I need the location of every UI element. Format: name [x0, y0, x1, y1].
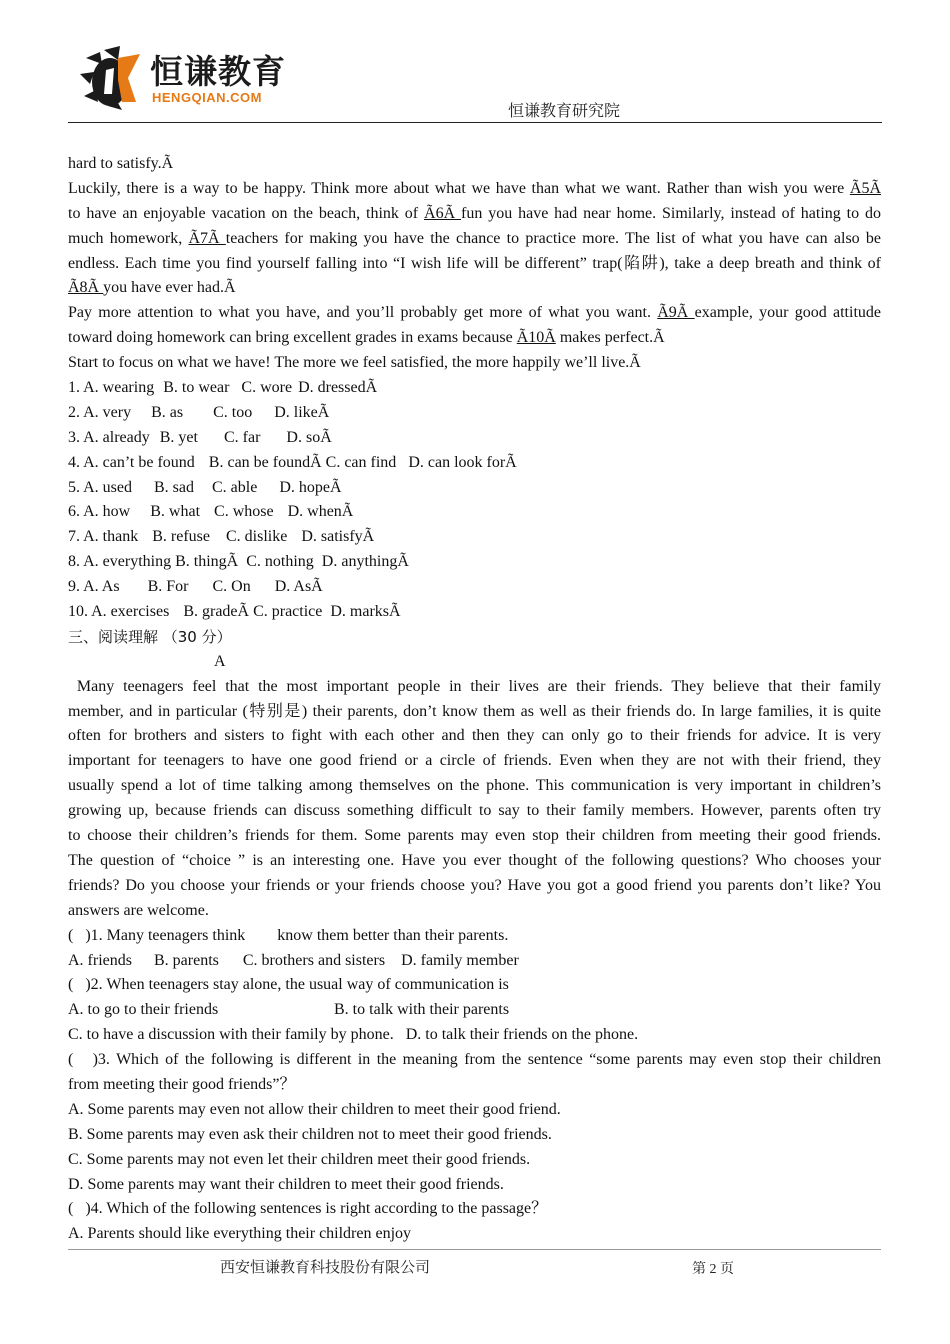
reading-passage-line: important for teenagers to have one good friend or a circle of friends. Even when they are not with their friend, they [68, 752, 881, 770]
passage-line: Ã8Ã you have ever had.Ã [68, 279, 236, 297]
passage-line: Start to focus on what we have! The more we feel satisfied, the more happily we’ll live.Ã [68, 354, 641, 372]
page-number: 第 2 页 [692, 1262, 734, 1277]
option-row: 5. A. used B. sad C. able D. hopeÃ [68, 478, 342, 496]
passage-line: endless. Each time you find yourself falling into “I wish life will be different” trap(陷阱), take a deep breath and think of [68, 254, 881, 272]
question-4-option: A. Parents should like everything their children enjoy [68, 1225, 412, 1243]
part-label: A [214, 652, 226, 670]
footer-divider [68, 1249, 881, 1250]
option-row: 3. A. already B. yet C. far D. soÃ [68, 428, 332, 446]
document-body [68, 152, 881, 1247]
reading-passage-line: usually spend a lot of time talking among themselves on the phone. This communication is very important in children’s [68, 777, 881, 795]
option-row: 8. A. everything B. thingÃ C. nothing D. anythingÃ [68, 553, 409, 571]
question-1-options: A. friends B. parents C. brothers and sisters D. family member [68, 951, 519, 969]
option-row: 4. A. can’t be found B. can be foundÃ C. can find D. can look forÃ [68, 453, 517, 471]
reading-passage-line: growing up, because friends can discuss something difficult to say to their family members. However, parents often try [68, 802, 881, 820]
footer-company: 西安恒谦教育科技股份有限公司 [220, 1258, 431, 1276]
blank-9: Ã9Ã [657, 304, 695, 322]
option-row: 10. A. exercises B. gradeÃ C. practice D. marksÃ [68, 603, 401, 621]
question-2: ( )2. When teenagers stay alone, the usual way of communication is [68, 976, 509, 994]
passage-line: Pay more attention to what you have, and you’ll probably get more of what you want. Ã9Ã example, your good attitude [68, 304, 881, 322]
option-row: 1. A. wearing B. to wear C. wore D. dressedÃ [68, 379, 378, 397]
blank-8: Ã8Ã [68, 279, 104, 297]
blank-6: Ã6Ã [424, 204, 462, 222]
institute-name: 恒谦教育研究院 [508, 101, 621, 120]
logo-english-text: HENGQIAN.COM [152, 90, 262, 105]
passage-line: Luckily, there is a way to be happy. Think more about what we have than what we want. Rather than wish you were Ã5Ã [68, 179, 881, 197]
blank-10: Ã10Ã [516, 329, 556, 347]
blank-5: Ã5Ã [849, 179, 881, 197]
reading-passage-line: The question of “choice ” is an interesting one. Have you ever thought of the following questions? Who chooses your [68, 851, 881, 869]
question-3-option: B. Some parents may even ask their children not to meet their good friends. [68, 1125, 552, 1143]
passage-line: to have an enjoyable vacation on the beach, think of Ã6Ã fun you have had near home. Similarly, instead of hating to do [68, 204, 881, 222]
reading-passage-line: member, and in particular (特别是) their parents, don’t know them as well as their friends do. In large families, it is quite [68, 702, 881, 720]
question-2-options: C. to have a discussion with their family by phone. D. to talk their friends on the phone. [68, 1026, 639, 1044]
passage-line: toward doing homework can bring excellent grades in exams because Ã10Ã makes perfect.Ã [68, 329, 665, 347]
question-2-options: A. to go to their friends B. to talk with their parents [68, 1001, 510, 1019]
option-row: 9. A. As B. For C. On D. AsÃ [68, 578, 323, 596]
question-4: ( )4. Which of the following sentences is right according to the passage？ [68, 1200, 548, 1218]
question-3-option: D. Some parents may want their children to meet their good friends. [68, 1175, 504, 1193]
page-header [68, 40, 882, 123]
question-3-option: C. Some parents may not even let their children meet their good friends. [68, 1150, 531, 1168]
logo-chinese-text: 恒谦教育 [150, 52, 286, 91]
question-3-option: A. Some parents may even not allow their children to meet their good friend. [68, 1100, 561, 1118]
option-row: 7. A. thank B. refuse C. dislike D. satisfyÃ [68, 528, 375, 546]
logo-mark-icon [78, 44, 148, 114]
reading-passage-line: answers are welcome. [68, 901, 209, 919]
option-row: 6. A. how B. what C. whose D. whenÃ [68, 503, 354, 521]
reading-passage-line: to choose their children’s friends for them. Some parents may even stop their children from meeting their good friends. [68, 827, 881, 845]
question-1: ( )1. Many teenagers think know them better than their parents. [68, 926, 509, 944]
question-3: from meeting their good friends”？ [68, 1075, 296, 1093]
reading-passage-line: often for brothers and sisters to fight with each other and then they can only go to their friends for advice. It is very [68, 727, 881, 745]
blank-7: Ã7Ã [188, 229, 226, 247]
option-row: 2. A. very B. as C. too D. likeÃ [68, 403, 330, 421]
passage-line: much homework, Ã7Ã teachers for making you have the chance to practice more. The list of what you have can also be [68, 229, 881, 247]
reading-passage-line: Many teenagers feel that the most important people in their lives are their friends. They believe that their family [68, 677, 881, 695]
section-title: 三、阅读理解 （30 分） [68, 627, 232, 646]
question-3: ( )3. Which of the following is different in the meaning from the sentence “some parents may even stop their children [68, 1051, 881, 1069]
reading-passage-line: friends? Do you choose your friends or your friends choose you? Have you got a good friend you parents don’t like? You [68, 876, 881, 894]
passage-line: hard to satisfy.Ã [68, 155, 174, 172]
logo [78, 44, 288, 114]
